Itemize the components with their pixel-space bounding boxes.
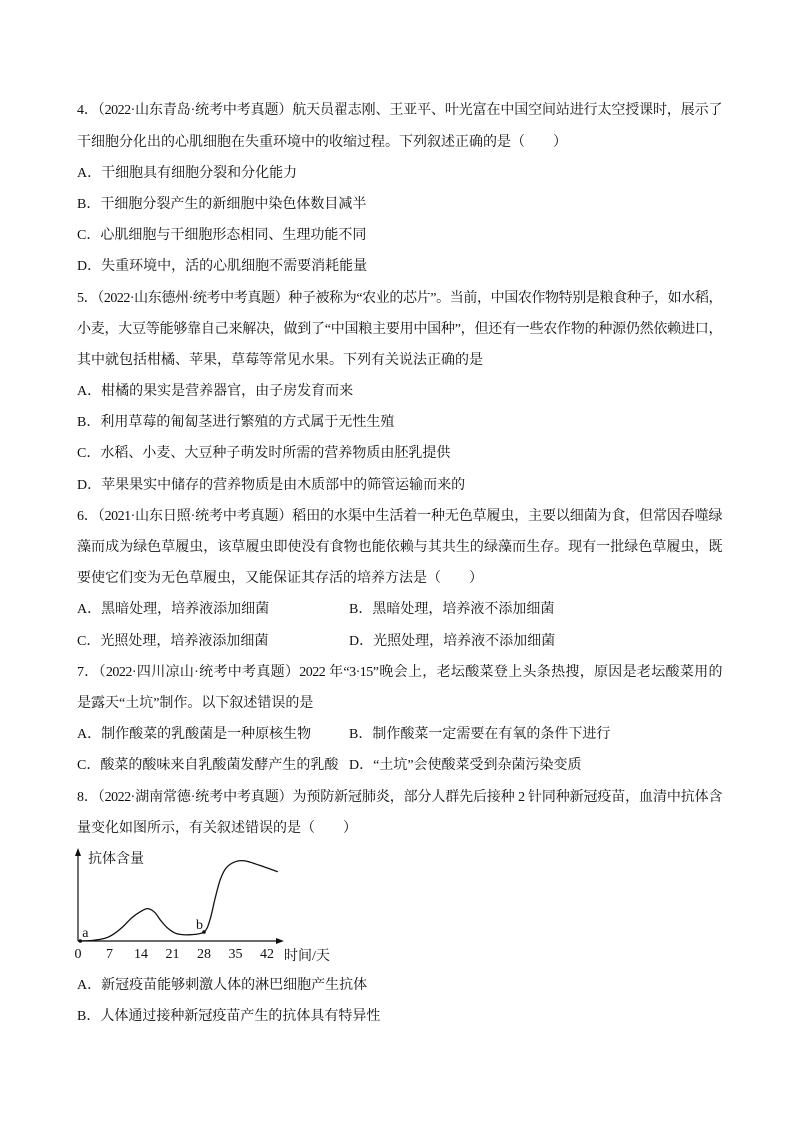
question-4-stem-line: 干细胞分化出的心肌细胞在失重环境中的收缩过程。下列叙述正确的是（ ） [77,134,567,150]
question-4 [77,95,722,282]
question-7-option-row [77,719,722,750]
question-4-option-b: B．干细胞分裂产生的新细胞中染色体数目减半 [77,196,367,212]
question-7-stem-line: 7．（2022·四川凉山·统考中考真题）2022 年“3·15”晚会上，老坛酸菜登上头条热搜，原因是老坛酸菜用的 [77,664,722,680]
antibody-chart [74,844,722,970]
x-tick-label: 35 [228,946,243,962]
question-6-option-row [77,594,722,625]
question-5-option-b: B．利用草莓的匍匐茎进行繁殖的方式属于无性生殖 [77,415,395,431]
x-tick-label: 28 [197,946,211,962]
point-b-label: b [196,917,203,933]
question-5-stem-line: 小麦，大豆等能够靠自己来解决，做到了“中国粮主要用中国种”，但还有一些农作物的种源仍然依赖进口， [77,321,722,337]
question-6-stem-line: 6．（2021·山东日照·统考中考真题）稻田的水渠中生活着一种无色草履虫，主要以细菌为食，但常因吞噬绿 [77,508,722,524]
question-8-option-a: A．新冠疫苗能够刺激人体的淋巴细胞产生抗体 [77,977,368,993]
x-axis-title: 时间/天 [284,948,330,964]
question-8-stem-line: 8．（2022·湖南常德·统考中考真题）为预防新冠肺炎，部分人群先后接种 2 针同种新冠疫苗，血清中抗体含 [77,789,722,805]
x-axis-arrow-icon [276,938,284,944]
question-5-stem-line: 5．（2022·山东德州·统考中考真题）种子被称为“农业的芯片”。当前，中国农作物特别是粮食种子，如水稻， [77,290,722,306]
question-4-option-d: D．失重环境中，活的心肌细胞不需要消耗能量 [77,259,368,275]
question-6-option-c: C．光照处理，培养液添加细菌 [77,633,269,649]
question-7-option-row [77,750,722,781]
question-5 [77,283,722,501]
question-7-option-d: D．“土坑”会使酸菜受到杂菌污染变质 [349,758,582,774]
question-7-stem-line: 是露天“土坑”制作。以下叙述错误的是 [77,695,314,711]
question-list [74,95,722,1032]
question-7 [77,657,722,782]
question-6 [77,501,722,657]
question-6-stem-line: 要使它们变为无色草履虫，又能保证其存活的培养方法是（ ） [77,571,483,587]
question-8 [74,782,722,1033]
point-a-label: a [82,925,89,941]
x-tick-label: 14 [134,946,148,962]
y-axis-title: 抗体含量 [88,851,144,867]
question-4-stem-line: 4．（2022·山东青岛·统考中考真题）航天员翟志刚、王亚平、叶光富在中国空间站进行太空授课时，展示了 [77,103,722,119]
antibody-curve [78,860,278,940]
x-tick-label: 7 [106,946,113,962]
antibody-chart-svg [60,844,360,970]
question-7-option-c: C．酸菜的酸味来自乳酸菌发酵产生的乳酸 [77,758,339,774]
question-5-stem-line: 其中就包括柑橘、苹果，草莓等常见水果。下列有关说法正确的是 [77,352,483,368]
question-6-option-d: D．光照处理，培养液不添加细菌 [349,633,556,649]
question-4-option-c: C．心肌细胞与干细胞形态相同、生理功能不同 [77,228,367,244]
x-tick-label: 0 [74,946,82,962]
question-6-stem-line: 藻而成为绿色草履虫，该草履虫即使没有食物也能依赖与其共生的绿藻而生存。现有一批绿色草履虫，既 [77,540,722,556]
y-axis-arrow-icon [75,848,81,856]
question-8-option-b: B．人体通过接种新冠疫苗产生的抗体具有特异性 [77,1009,381,1025]
question-4-option-a: A．干细胞具有细胞分裂和分化能力 [77,165,298,181]
question-6-option-b: B．黑暗处理，培养液不添加细菌 [349,602,555,618]
question-6-option-a: A．黑暗处理，培养液添加细菌 [77,602,270,618]
question-7-option-a: A．制作酸菜的乳酸菌是一种原核生物 [77,727,312,743]
x-tick-label: 42 [260,946,274,962]
question-5-option-a: A．柑橘的果实是营养器官，由子房发育而来 [77,384,354,400]
x-tick-label: 21 [165,946,180,962]
question-7-option-b: B．制作酸菜一定需要在有氧的条件下进行 [349,727,611,743]
question-8-stem-line: 量变化如图所示，有关叙述错误的是（ ） [77,820,357,836]
question-6-option-row [77,626,722,657]
question-5-option-d: D．苹果果实中储存的营养物质是由木质部中的筛管运输而来的 [77,477,466,493]
question-5-option-c: C．水稻、小麦、大豆种子萌发时所需的营养物质由胚乳提供 [77,446,451,462]
